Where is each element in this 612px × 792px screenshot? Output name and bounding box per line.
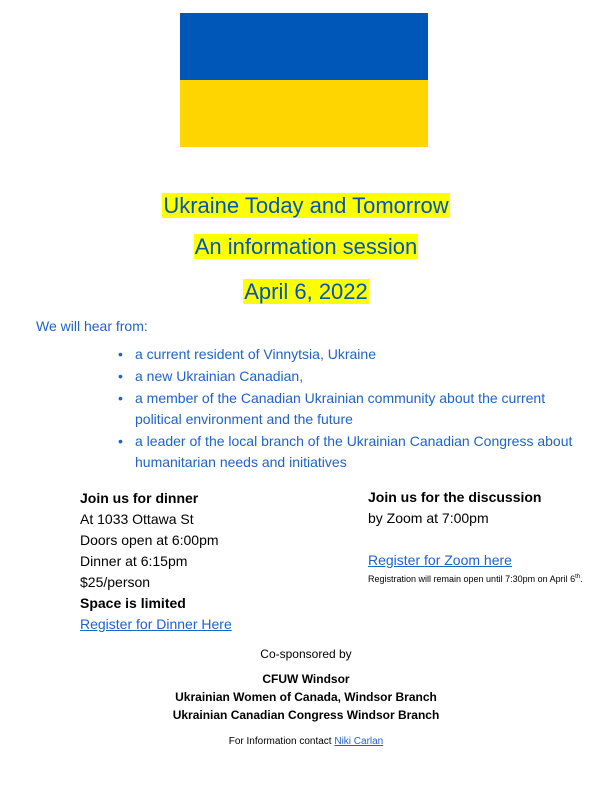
bullet-icon: • bbox=[118, 346, 123, 362]
event-subtitle-text: An information session bbox=[194, 234, 418, 259]
space-limited-note: Space is limited bbox=[80, 595, 186, 611]
contact-text: For Information contact bbox=[228, 736, 335, 747]
registration-note-end: . bbox=[580, 574, 583, 584]
flag-yellow-stripe bbox=[180, 80, 428, 147]
dinner-price: $25/person bbox=[80, 574, 151, 590]
event-title-text: Ukraine Today and Tomorrow bbox=[163, 193, 449, 218]
speaker-text: a leader of the local branch of the Ukrainian Canadian Congress about humanitarian needs and initiatives bbox=[135, 433, 573, 470]
dinner-time: Dinner at 6:15pm bbox=[80, 553, 188, 569]
spacer bbox=[368, 529, 598, 550]
sponsor-ukrainian-congress: Ukrainian Canadian Congress Windsor Branch bbox=[172, 708, 440, 722]
event-date bbox=[0, 279, 612, 305]
dinner-section bbox=[80, 488, 232, 635]
contact-line bbox=[0, 736, 612, 747]
registration-note-sup: th bbox=[575, 574, 581, 580]
bullet-icon: • bbox=[118, 433, 123, 449]
sponsor-cfuw: CFUW Windsor bbox=[262, 672, 350, 686]
cosponsored-label: Co-sponsored by bbox=[260, 647, 352, 661]
speaker-list bbox=[118, 344, 578, 474]
event-subtitle bbox=[0, 234, 612, 260]
registration-note-text: Registration will remain open until 7:30pm on April 6 bbox=[368, 574, 576, 584]
registration-note bbox=[368, 571, 598, 585]
zoom-time: by Zoom at 7:00pm bbox=[368, 510, 489, 526]
speaker-text: a member of the Canadian Ukrainian community about the current political environment and the future bbox=[135, 390, 546, 427]
doors-time: Doors open at 6:00pm bbox=[80, 532, 219, 548]
list-item bbox=[118, 431, 578, 473]
ukraine-flag bbox=[180, 13, 428, 147]
list-item bbox=[118, 366, 578, 387]
bullet-icon: • bbox=[118, 390, 123, 406]
intro-text: We will hear from: bbox=[36, 318, 148, 334]
register-dinner-link[interactable]: Register for Dinner Here bbox=[80, 616, 232, 632]
contact-link[interactable]: Niki Carlan bbox=[334, 736, 384, 747]
list-item bbox=[118, 388, 578, 430]
event-date-text: April 6, 2022 bbox=[244, 279, 368, 304]
dinner-heading: Join us for dinner bbox=[80, 490, 199, 506]
bullet-icon: • bbox=[118, 368, 123, 384]
event-title bbox=[0, 193, 612, 219]
flag-blue-stripe bbox=[180, 13, 428, 80]
sponsor-ukrainian-women: Ukrainian Women of Canada, Windsor Branch bbox=[175, 690, 437, 704]
discussion-section bbox=[368, 487, 598, 585]
register-zoom-link[interactable]: Register for Zoom here bbox=[368, 552, 512, 568]
dinner-address: At 1033 Ottawa St bbox=[80, 511, 194, 527]
list-item bbox=[118, 344, 578, 365]
speaker-text: a current resident of Vinnytsia, Ukraine bbox=[135, 346, 376, 362]
speaker-text: a new Ukrainian Canadian, bbox=[135, 368, 304, 384]
discussion-heading: Join us for the discussion bbox=[368, 489, 542, 505]
